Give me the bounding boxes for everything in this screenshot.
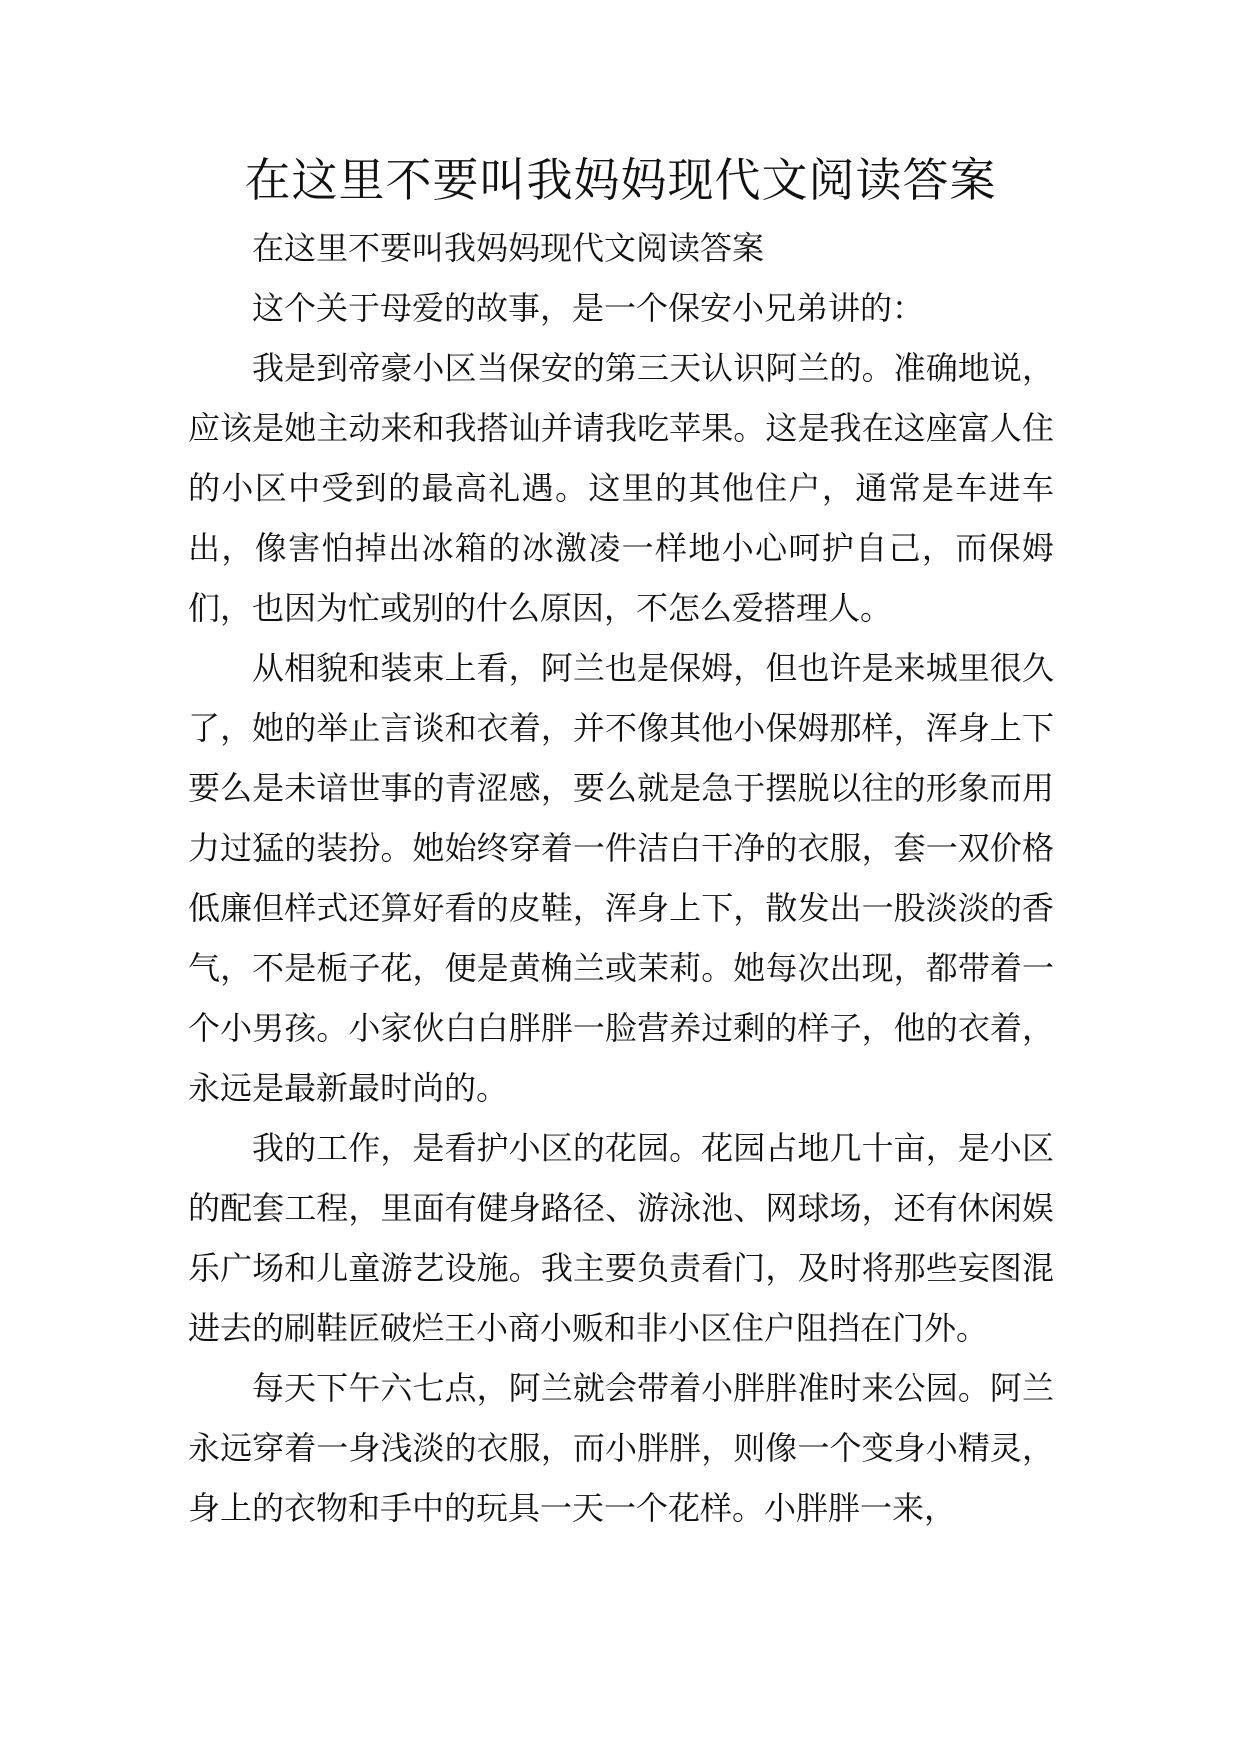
paragraph: 这个关于母爱的故事，是一个保安小兄弟讲的： [252,289,925,327]
paragraph: 每天下午六七点，阿兰就会带着小胖胖准时来公园。阿兰永远穿着一身浅淡的衣服，而小胖胖，则像一个变身小精灵，身上的衣物和手中的玩具一天一个花样。小胖胖一来， [188,1369,1054,1527]
paragraph: 从相貌和装束上看，阿兰也是保姆，但也许是来城里很久了，她的举止言谈和衣着，并不像其他小保姆那样，浑身上下要么是未谙世事的青涩感，要么就是急于摆脱以往的形象而用力过猛的装扮。她始终穿着一件洁白干净的衣服，套一双价格低廉但样式还算好看的皮鞋，浑身上下，散发出一股淡淡的香气，不是栀子花，便是黄桷兰或茉莉。她每次出现，都带着一个小男孩。小家伙白白胖胖一脸营养过剩的样子，他的衣着，永远是最新最时尚的。 [188,649,1054,1107]
document-body [188,218,1054,1538]
document-title: 在这里不要叫我妈妈现代文阅读答案 [244,153,997,207]
paragraph: 我是到帝豪小区当保安的第三天认识阿兰的。准确地说，应该是她主动来和我搭讪并请我吃苹果。这是我在这座富人住的小区中受到的最高礼遇。这里的其他住户，通常是车进车出，像害怕掉出冰箱的冰激凌一样地小心呵护自己，而保姆们，也因为忙或别的什么原因，不怎么爱搭理人。 [188,349,1054,627]
paragraph: 在这里不要叫我妈妈现代文阅读答案 [252,229,765,267]
paragraph: 我的工作，是看护小区的花园。花园占地几十亩，是小区的配套工程，里面有健身路径、游泳池、网球场，还有休闲娱乐广场和儿童游艺设施。我主要负责看门，及时将那些妄图混进去的刷鞋匠破烂王小商小贩和非小区住户阻挡在门外。 [188,1129,1054,1347]
